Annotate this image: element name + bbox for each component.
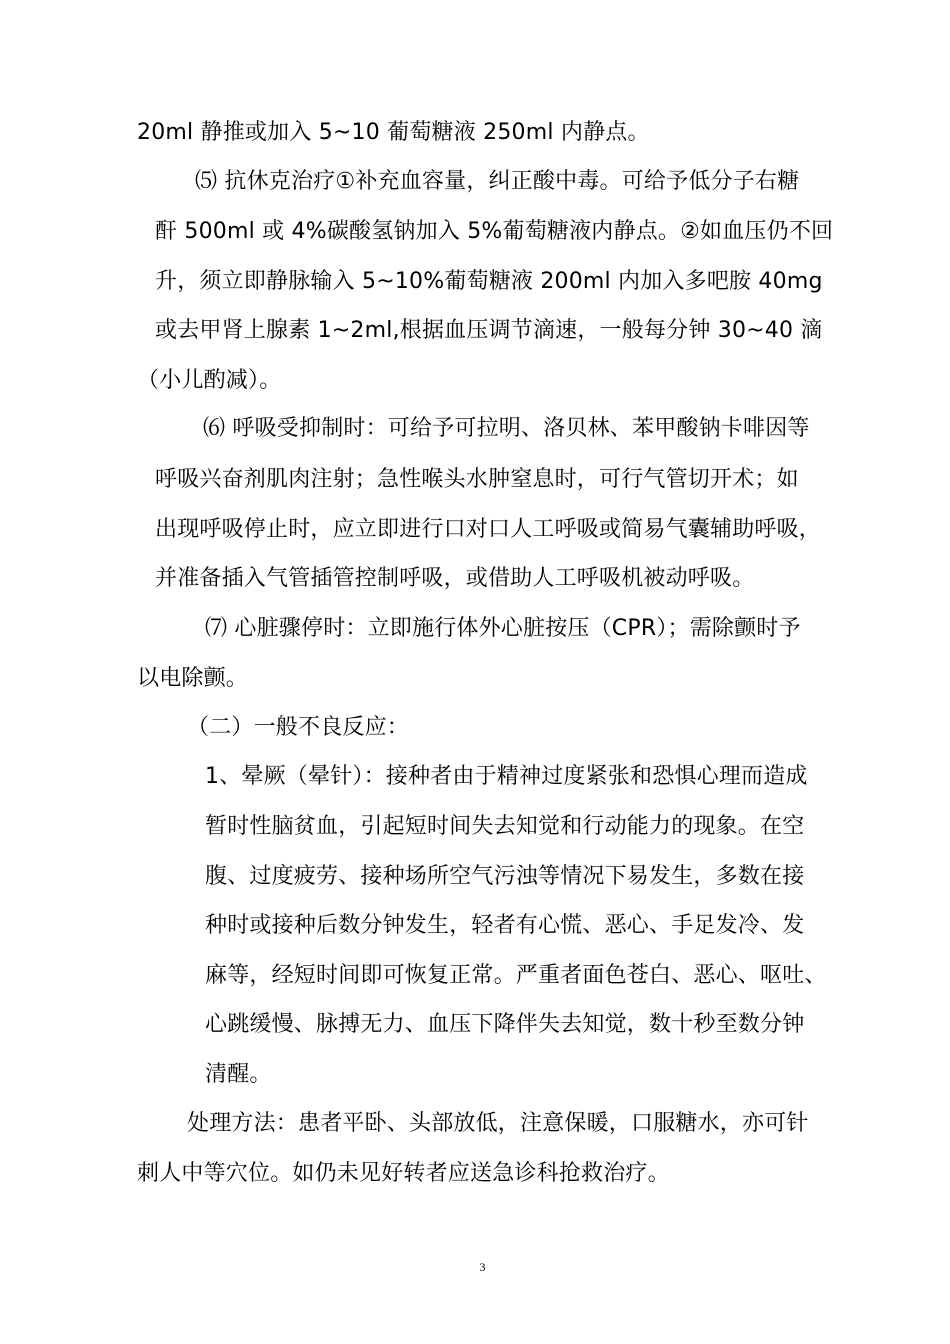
body-line-2: ⑸ 抗休克治疗①补充血容量，纠正酸中毒。可给予低分子右糖 <box>195 169 800 194</box>
body-line-6: （小儿酌减）。 <box>137 368 282 393</box>
body-line-11: ⑺ 心脏骤停时：立即施行体外心脏按压（CPR）；需除颤时予 <box>205 616 801 641</box>
body-line-16: 腹、过度疲劳、接种场所空气污浊等情况下易发生，多数在接 <box>205 864 805 889</box>
body-line-7: ⑹ 呼吸受抑制时：可给予可拉明、洛贝林、苯甲酸钠卡啡因等 <box>203 416 810 441</box>
body-line-4: 升，须立即静脉输入 5~10%葡萄糖液 200ml 内加入多吧胺 40mg <box>155 269 823 294</box>
body-line-10: 并准备插入气管插管控制呼吸，或借助人工呼吸机被动呼吸。 <box>155 566 755 591</box>
body-line-20: 清醒。 <box>205 1062 272 1087</box>
body-line-17: 种时或接种后数分钟发生，轻者有心慌、恶心、手足发冷、发 <box>205 913 805 938</box>
body-line-22: 刺人中等穴位。如仍未见好转者应送急诊科抢救治疗。 <box>137 1161 670 1186</box>
body-line-12: 以电除颤。 <box>137 666 249 691</box>
body-line-9: 出现呼吸停止时，应立即进行口对口人工呼吸或简易气囊辅助呼吸， <box>155 517 822 542</box>
body-line-18: 麻等，经短时间即可恢复正常。严重者面色苍白、恶心、呕吐、 <box>205 963 827 988</box>
body-line-5: 或去甲肾上腺素 1~2ml,根据血压调节滴速，一般每分钟 30~40 滴 <box>155 318 823 343</box>
body-line-3: 酐 500ml 或 4%碳酸氢钠加入 5%葡萄糖液内静点。②如血压仍不回 <box>155 219 834 244</box>
body-line-21: 处理方法：患者平卧、头部放低，注意保暖，口服糖水，亦可针 <box>187 1111 809 1136</box>
section-heading: （二）一般不良反应： <box>187 715 410 740</box>
body-line-8: 呼吸兴奋剂肌肉注射；急性喉头水肿窒息时，可行气管切开术；如 <box>155 467 799 492</box>
body-line-15: 暂时性脑贫血，引起短时间失去知觉和行动能力的现象。在空 <box>205 814 805 839</box>
body-line-1: 20ml 静推或加入 5~10 葡萄糖液 250ml 内静点。 <box>137 120 650 145</box>
body-line-14: 1、晕厥（晕针）：接种者由于精神过度紧张和恐惧心理而造成 <box>205 764 808 789</box>
body-line-19: 心跳缓慢、脉搏无力、血压下降伴失去知觉，数十秒至数分钟 <box>205 1012 805 1037</box>
page-number: 3 <box>479 1260 486 1274</box>
